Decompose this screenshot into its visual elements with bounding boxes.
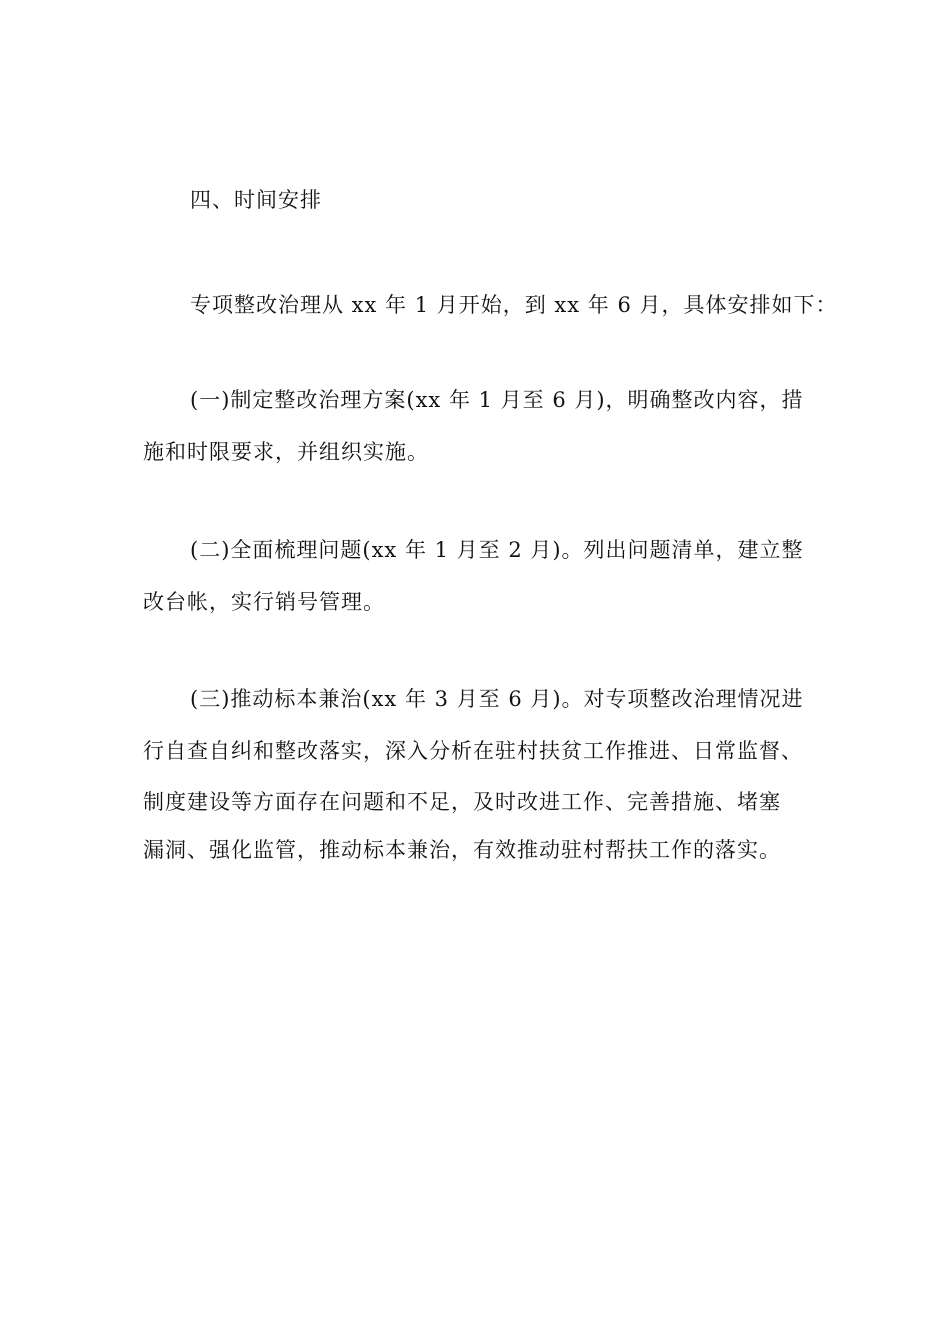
- item-3-line-4: 漏洞、强化监管，推动标本兼治，有效推动驻村帮扶工作的落实。: [143, 838, 781, 862]
- item-3-line-3: 制度建设等方面存在问题和不足，及时改进工作、完善措施、堵塞: [143, 790, 781, 814]
- intro-paragraph: 专项整改治理从 xx 年 1 月开始，到 xx 年 6 月，具体安排如下：: [190, 293, 838, 317]
- item-2-line-2: 改台帐，实行销号管理。: [143, 590, 385, 614]
- section-heading: 四、时间安排: [190, 188, 322, 212]
- item-3-line-1: (三)推动标本兼治(xx 年 3 月至 6 月)。对专项整改治理情况进: [190, 687, 804, 711]
- item-2-line-1: (二)全面梳理问题(xx 年 1 月至 2 月)。列出问题清单，建立整: [190, 538, 804, 562]
- item-1-line-1: (一)制定整改治理方案(xx 年 1 月至 6 月)，明确整改内容，措: [190, 388, 804, 412]
- item-3-line-2: 行自查自纠和整改落实，深入分析在驻村扶贫工作推进、日常监督、: [143, 739, 803, 763]
- item-1-line-2: 施和时限要求，并组织实施。: [143, 440, 429, 464]
